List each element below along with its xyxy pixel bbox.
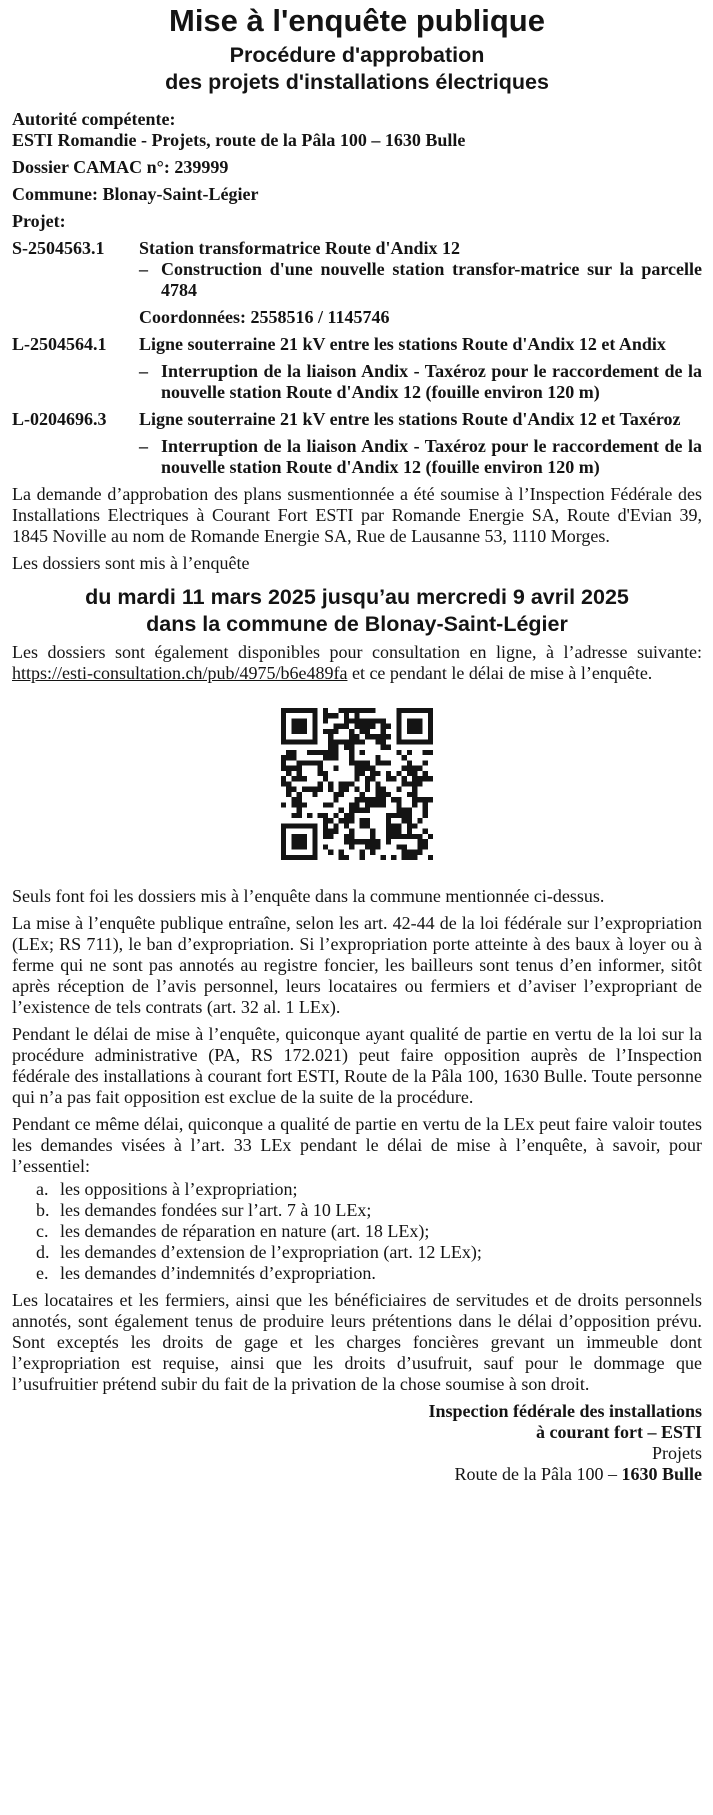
paragraph-pa: Pendant le délai de mise à l’enquête, quiconque ayant qualité de partie en vertu de la loi sur la procédure administrative (PA, RS 172.021) peut faire opposition auprès de l’Inspection fédérale des installations à courant fort ESTI, Route de la Pâla 100, 1630 Bulle. Toute personne qui n’a pas fait opposition est exclue de la suite de la procédure.: [12, 1024, 702, 1107]
project-item: [12, 334, 702, 355]
dash: –: [139, 361, 148, 381]
paragraph-locataires: Les locataires et les fermiers, ainsi que les bénéficiaires de servitudes et de droits personnels annotés, sont également tenus de produire leurs prétentions dans le délai d’opposition prévu. Sont exceptés les droits de gage et les charges foncières grevant un immeuble dont l’expropriation est requise, ainsi que les droits d’usufruit, sauf pour le dommage que l’usufruitier prétend subir du fait de la privation de la chose soumise à son droit.: [12, 1290, 702, 1394]
signature-line-1: Inspection fédérale des installations: [428, 1401, 702, 1421]
list-item: [12, 1242, 702, 1263]
notice-body: [12, 109, 702, 574]
dates-line-2: dans la commune de Blonay-Saint-Légier: [146, 612, 568, 636]
signature-city: 1630 Bulle: [621, 1464, 702, 1484]
list-letter: e.: [36, 1263, 49, 1283]
dossier-number: Dossier CAMAC n°: 239999: [12, 157, 229, 177]
list-item: [12, 1179, 702, 1200]
notice-title: Mise à l'enquête publique: [169, 3, 545, 38]
online-text-before: Les dossiers sont également disponibles pour consultation en ligne, à l’adresse suivante:: [12, 642, 702, 662]
project-title: Ligne souterraine 21 kV entre les stations Route d'Andix 12 et Taxéroz: [139, 409, 681, 429]
subtitle-line-1: Procédure d'approbation: [229, 43, 485, 67]
list-text: les demandes de réparation en nature (art. 18 LEx);: [60, 1221, 430, 1241]
consultation-link[interactable]: https://esti-consultation.ch/pub/4975/b6e489fa: [12, 663, 348, 683]
qr-code: [12, 708, 702, 860]
project-detail: [139, 259, 702, 301]
authority-label: Autorité compétente:: [12, 109, 176, 129]
list-item: [12, 1221, 702, 1242]
project-detail: [139, 436, 702, 478]
project-detail-text: Construction d'une nouvelle station transfor-matrice sur la parcelle 4784: [161, 259, 702, 300]
project-coordinates: Coordonnées: 2558516 / 1145746: [139, 307, 390, 327]
project-title: Station transformatrice Route d'Andix 12: [139, 238, 460, 258]
list-item: [12, 1200, 702, 1221]
list-letter: c.: [36, 1221, 49, 1241]
paragraph-mis-enquete: Les dossiers sont mis à l’enquête: [12, 553, 250, 573]
list-letter: d.: [36, 1242, 50, 1262]
authority-value: ESTI Romandie - Projets, route de la Pâla 100 – 1630 Bulle: [12, 130, 466, 150]
commune: Commune: Blonay-Saint-Légier: [12, 184, 259, 204]
dash: –: [139, 259, 148, 279]
signature-line-3: Projets: [651, 1443, 702, 1463]
notice-subtitle: [12, 42, 702, 96]
online-text-after: et ce pendant le délai de mise à l’enquête.: [347, 663, 653, 683]
list-text: les demandes d’indemnités d’expropriation.: [60, 1263, 376, 1283]
project-detail-text: Interruption de la liaison Andix - Taxéroz pour le raccordement de la nouvelle station Route d'Andix 12 (fouille environ 120 m): [161, 436, 702, 477]
list-item: [12, 1263, 702, 1284]
signature-address: Route de la Pâla 100 –: [454, 1464, 622, 1484]
project-detail: [139, 361, 702, 403]
list-letter: b.: [36, 1200, 50, 1220]
list-text: les demandes fondées sur l’art. 7 à 10 LEx;: [60, 1200, 372, 1220]
projet-label: Projet:: [12, 211, 66, 231]
paragraph-lex: La mise à l’enquête publique entraîne, selon les art. 42-44 de la loi fédérale sur l’expropriation (LEx; RS 711), le ban d’expropriation. Si l’expropriation porte atteinte à des baux à loyer ou à ferme qui ne sont pas annotés au registre foncier, les bailleurs sont tenus d’en informer, sitôt après réception de l’avis personnel, leurs locataires ou fermiers et d’aviser l’expropriant de l’existence de tels contrats (art. 32 al. 1 LEx).: [12, 913, 702, 1017]
dates-line-1: du mardi 11 mars 2025 jusqu’au mercredi 9 avril 2025: [85, 585, 629, 609]
enquete-dates: [12, 584, 702, 638]
signature-block: [12, 1401, 702, 1485]
dash: –: [139, 436, 148, 456]
notice-body-2: [12, 642, 702, 1485]
paragraph-foi: Seuls font foi les dossiers mis à l’enquête dans la commune mentionnée ci-dessus.: [12, 886, 605, 906]
paragraph-online: [12, 642, 702, 684]
signature-line-4: [12, 1464, 702, 1485]
signature-line-2: à courant fort – ESTI: [536, 1422, 702, 1442]
project-code: L-2504564.1: [12, 334, 107, 354]
project-item: [12, 409, 702, 430]
demandes-list: [12, 1179, 702, 1284]
project-item: [12, 238, 702, 259]
qr-code-icon: [281, 708, 433, 860]
project-title: Ligne souterraine 21 kV entre les stations Route d'Andix 12 et Andix: [139, 334, 666, 354]
project-detail-text: Interruption de la liaison Andix - Taxéroz pour le raccordement de la nouvelle station Route d'Andix 12 (fouille environ 120 m): [161, 361, 702, 402]
subtitle-line-2: des projets d'installations électriques: [165, 70, 549, 94]
paragraph-demande: La demande d’approbation des plans susmentionnée a été soumise à l’Inspection Fédérale des Installations Electriques à Courant Fort ESTI par Romande Energie SA, Route d'Evian 39, 1845 Noville au nom de Romande Energie SA, Rue de Lausanne 53, 1110 Morges.: [12, 484, 702, 546]
project-code: S-2504563.1: [12, 238, 105, 258]
list-letter: a.: [36, 1179, 49, 1199]
project-code: L-0204696.3: [12, 409, 107, 429]
list-text: les demandes d’extension de l’expropriation (art. 12 LEx);: [60, 1242, 482, 1262]
list-text: les oppositions à l’expropriation;: [60, 1179, 298, 1199]
paragraph-meme-delai: Pendant ce même délai, quiconque a qualité de partie en vertu de la LEx peut faire valoir toutes les demandes visées à l’art. 33 LEx pendant le délai de mise à l’enquête, à savoir, pour l’essentiel:: [12, 1114, 702, 1176]
